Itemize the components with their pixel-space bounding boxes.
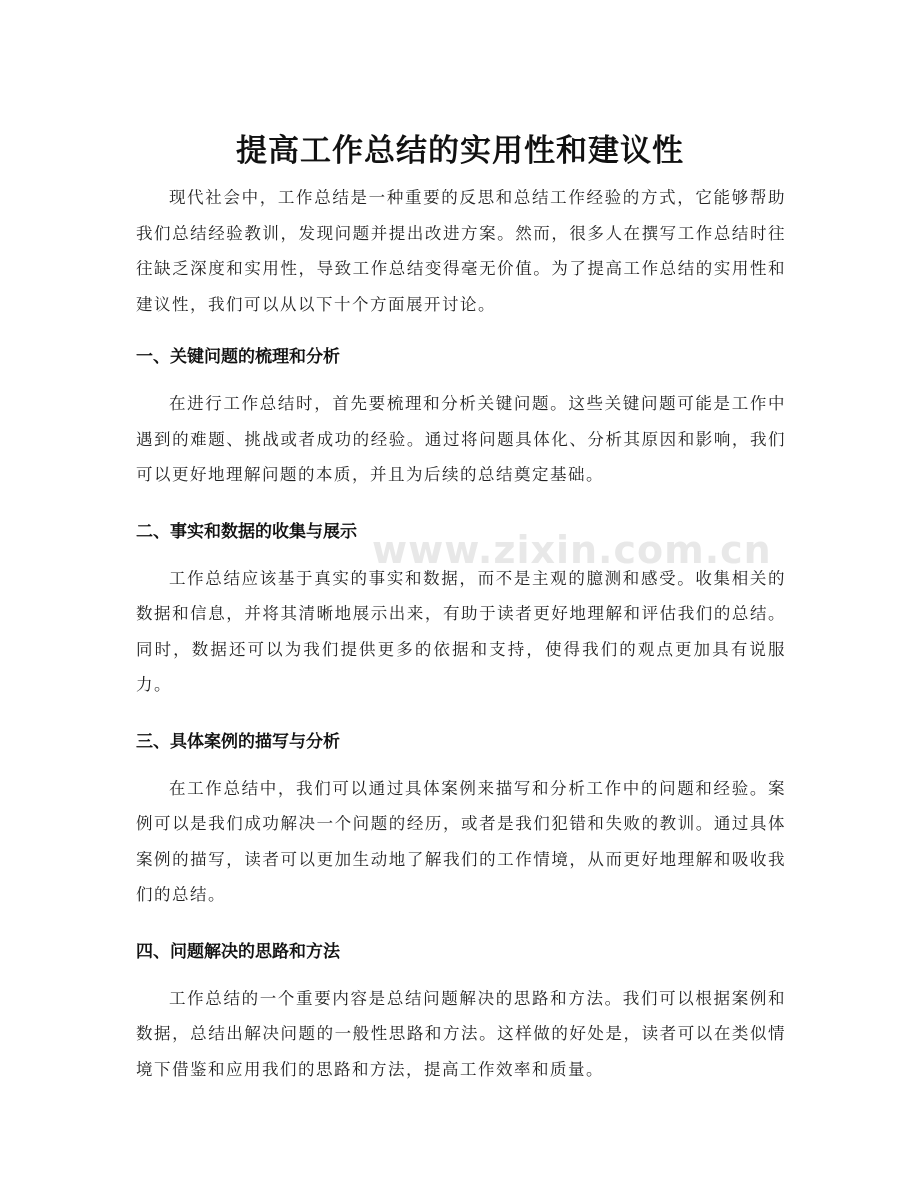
section-paragraph-3: 在工作总结中，我们可以通过具体案例来描写和分析工作中的问题和经验。案例可以是我们成功解决一个问题的经历，或者是我们犯错和失败的教训。通过具体案例的描写，读者可以更加生动地了解我们的工作情境，从而更好地理解和吸收我们的总结。 <box>136 778 786 904</box>
section-heading-4: 四、问题解决的思路和方法 <box>136 941 340 962</box>
section-heading-3: 三、具体案例的描写与分析 <box>136 731 340 752</box>
section-paragraph-2: 工作总结应该基于真实的事实和数据，而不是主观的臆测和感受。收集相关的数据和信息，并将其清晰地展示出来，有助于读者更好地理解和评估我们的总结。同时，数据还可以为我们提供更多的依据和支持，使得我们的观点更加具有说服力。 <box>136 568 786 694</box>
section-heading-1: 一、关键问题的梳理和分析 <box>136 347 340 367</box>
section-paragraph-1: 在进行工作总结时，首先要梳理和分析关键问题。这些关键问题可能是工作中遇到的难题、挑战或者成功的经验。通过将问题具体化、分析其原因和影响，我们可以更好地理解问题的本质，并且为后续的总结奠定基础。 <box>136 394 786 484</box>
section-heading-2: 二、事实和数据的收集与展示 <box>136 521 357 542</box>
intro-paragraph: 现代社会中，工作总结是一种重要的反思和总结工作经验的方式，它能够帮助我们总结经验教训，发现问题并提出改进方案。然而，很多人在撰写工作总结时往往缺乏深度和实用性，导致工作总结变得毫无价值。为了提高工作总结的实用性和建议性，我们可以从以下十个方面展开讨论。 <box>136 188 786 314</box>
watermark: www.zixin.com.cn <box>372 528 772 572</box>
section-paragraph-4: 工作总结的一个重要内容是总结问题解决的思路和方法。我们可以根据案例和数据，总结出解决问题的一般性思路和方法。这样做的好处是，读者可以在类似情境下借鉴和应用我们的思路和方法，提高工作效率和质量。 <box>136 988 786 1079</box>
document-body <box>136 180 786 1087</box>
document-title: 提高工作总结的实用性和建议性 <box>236 132 684 169</box>
